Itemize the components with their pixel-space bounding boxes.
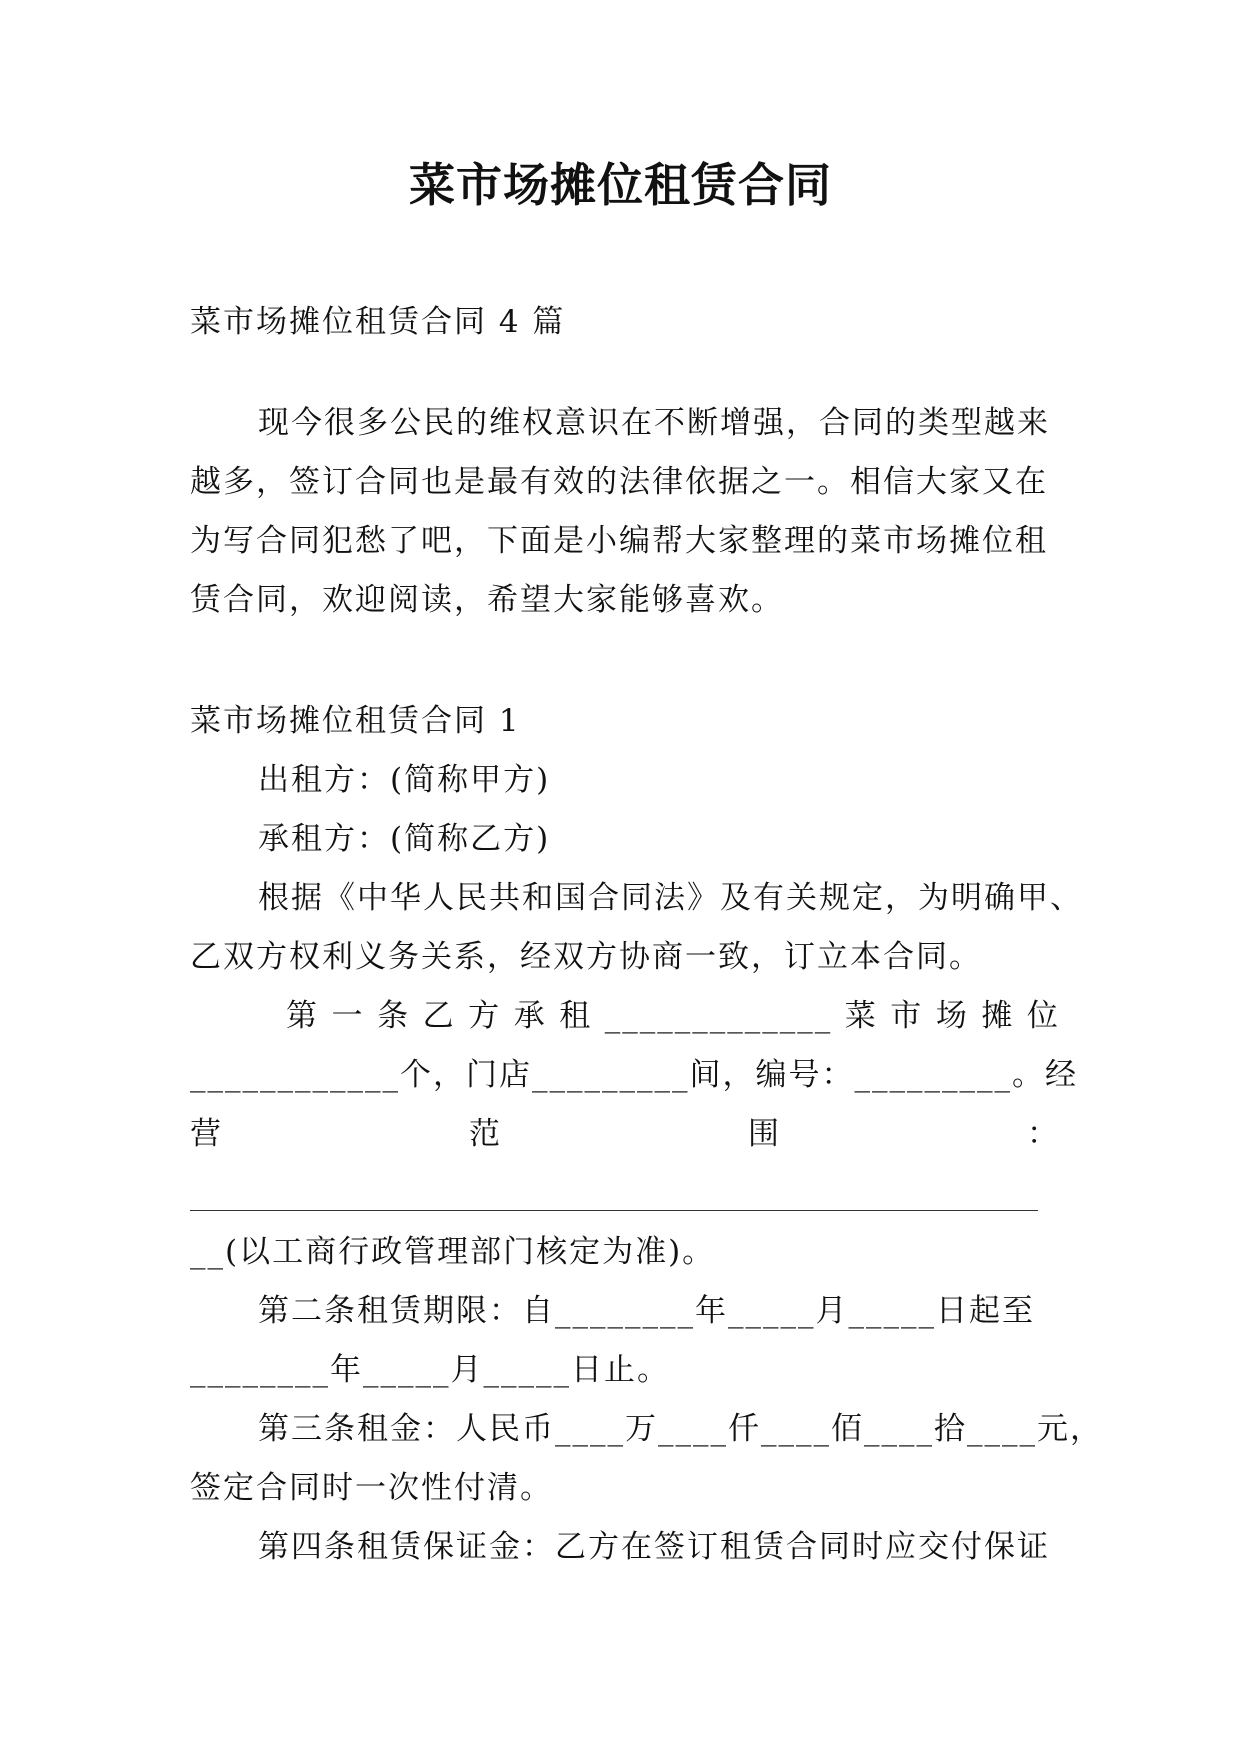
basis-line-2: 乙双方权利义务关系，经双方协商一致，订立本合同。 <box>190 939 982 975</box>
article1-char: 场 <box>935 998 969 1034</box>
article1-char: 方 <box>468 998 502 1034</box>
article1-char: 乙 <box>422 998 456 1034</box>
article3-line-2: 签定合同时一次性付清。 <box>190 1470 553 1506</box>
article1-char: 第 <box>286 998 319 1034</box>
article1-word: ： <box>1027 1116 1060 1152</box>
article1-char: 租 <box>559 998 593 1034</box>
intro-line-3: 为写合同犯愁了吧，下面是小编帮大家整理的菜市场摊位租 <box>190 523 1048 559</box>
article1-char: 条 <box>377 998 411 1034</box>
article2-line-2: ________年_____月_____日止。 <box>190 1352 670 1388</box>
article1-blank: _____________ <box>604 998 833 1034</box>
article1-line-2: ____________个，门店_________间，编号：_________。经 <box>190 1057 1078 1093</box>
lessee-line: 承租方：(简称乙方) <box>258 821 551 857</box>
article3-line-1: 第三条租金：人民币____万____仟____佰____拾____元， <box>258 1411 1103 1447</box>
article2-line-1: 第二条租赁期限：自________年_____月_____日起至 <box>258 1293 1035 1329</box>
lessor-line: 出租方：(简称甲方) <box>258 762 551 798</box>
intro-line-2: 越多，签订合同也是最有效的法律依据之一。相信大家又在 <box>190 464 1048 500</box>
article1-char: 一 <box>331 998 365 1034</box>
article4-line-1: 第四条租赁保证金：乙方在签订租赁合同时应交付保证 <box>258 1529 1050 1565</box>
article1-line-1 <box>286 996 1060 1036</box>
article1-word: 营 <box>190 1116 223 1152</box>
section-heading: 菜市场摊位租赁合同 1 <box>190 703 521 739</box>
article1-line-3 <box>190 1114 1060 1154</box>
article1-char: 菜 <box>844 998 878 1034</box>
intro-line-1: 现今很多公民的维权意识在不断增强，合同的类型越来 <box>258 405 1050 441</box>
article1-word: 范 <box>469 1116 502 1152</box>
article1-char: 市 <box>890 998 924 1034</box>
document-title: 菜市场摊位租赁合同 <box>409 158 832 212</box>
article1-line-5: __(以工商行政管理部门核定为准)。 <box>190 1234 716 1270</box>
article1-word: 围 <box>748 1116 781 1152</box>
basis-line-1: 根据《中华人民共和国合同法》及有关规定，为明确甲、 <box>258 880 1083 916</box>
document-subtitle: 菜市场摊位租赁合同 4 篇 <box>190 304 566 340</box>
business-scope-underline <box>190 1210 1038 1211</box>
article1-char: 承 <box>513 998 547 1034</box>
article1-char: 位 <box>1026 998 1060 1034</box>
article1-char: 摊 <box>981 998 1015 1034</box>
intro-line-4: 赁合同，欢迎阅读，希望大家能够喜欢。 <box>190 582 784 618</box>
